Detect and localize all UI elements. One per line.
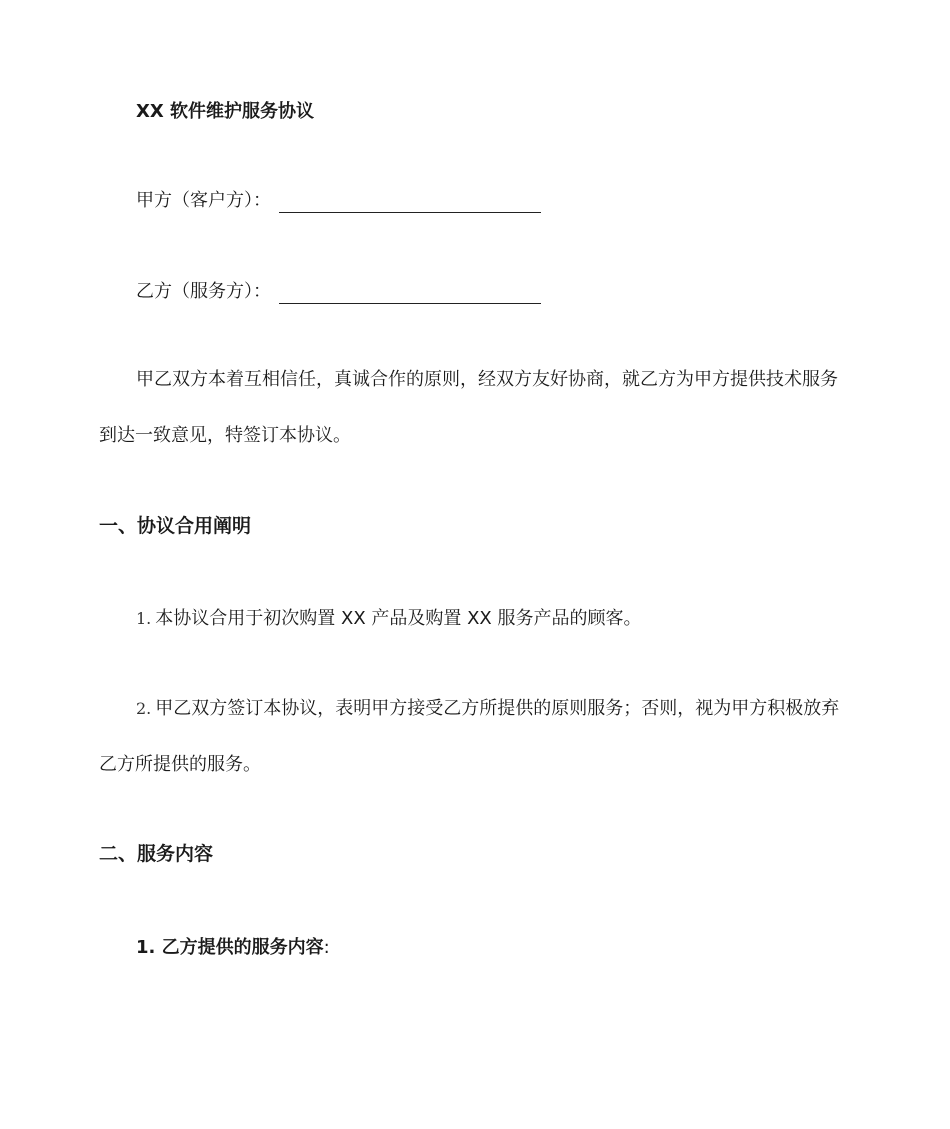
- intro-paragraph-line1: 甲乙双方本着互相信任，真诚合作的原则，经双方友好协商，就乙方为甲方提供技术服务: [136, 369, 838, 390]
- item-number: 2.: [136, 699, 152, 718]
- subheading-colon: :: [323, 937, 330, 958]
- item-text: 本协议合用于初次购置 XX 产品及购置 XX 服务产品的顾客。: [155, 608, 642, 629]
- item-text: 甲乙双方签订本协议，表明甲方接受乙方所提供的原则服务；否则，视为甲方积极放弃: [155, 698, 840, 719]
- document-title: XX 软件维护服务协议: [136, 101, 315, 122]
- party-b-line: [136, 280, 541, 304]
- section-1-item-2-continuation: 乙方所提供的服务。: [99, 754, 261, 775]
- party-b-label: 乙方（服务方）：: [136, 281, 271, 302]
- section-1-item-1: [136, 607, 641, 631]
- section-2-subheading-1: [136, 936, 330, 960]
- subheading-label: 1. 乙方提供的服务内容: [136, 937, 324, 958]
- section-1-item-2: [136, 697, 839, 721]
- party-a-blank: [279, 192, 541, 213]
- party-a-line: [136, 189, 541, 213]
- party-b-blank: [279, 283, 541, 304]
- section-2-heading: 二、服务内容: [99, 843, 214, 865]
- item-number: 1.: [136, 609, 152, 628]
- intro-paragraph-line2: 到达一致意见，特签订本协议。: [99, 425, 351, 446]
- party-a-label: 甲方（客户方）：: [136, 190, 271, 211]
- section-1-heading: 一、协议合用阐明: [99, 515, 252, 537]
